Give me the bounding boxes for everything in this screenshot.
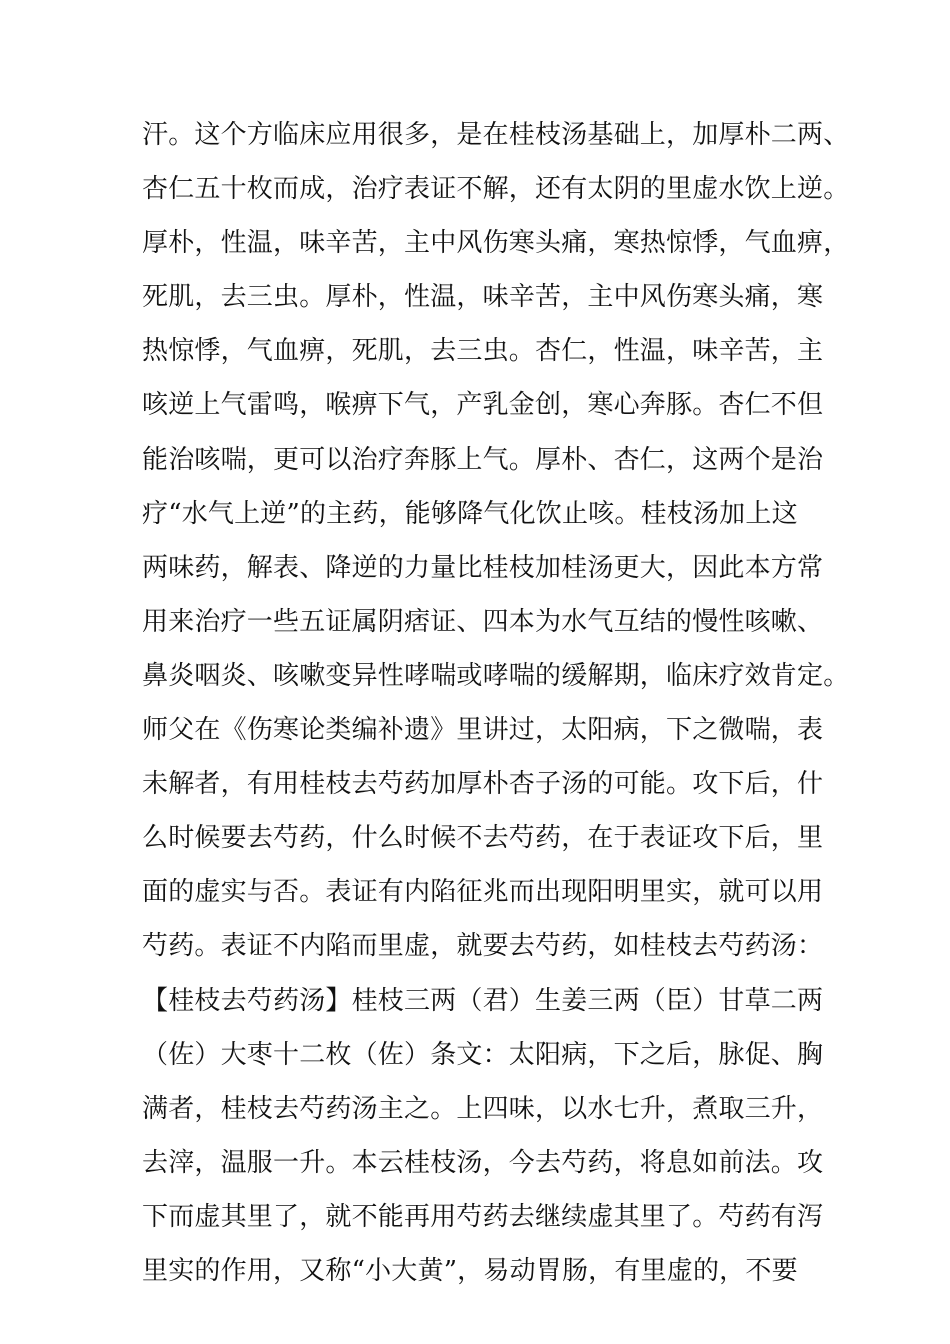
text-line: 咳逆上气雷鸣，喉痹下气，产乳金创，寒心奔豚。杏仁不但: [142, 390, 824, 421]
text-line: 师父在《伤寒论类编补遗》里讲过，太阳病，下之微喘，表: [142, 715, 824, 746]
text-line: 【桂枝去芍药汤】桂枝三两（君）生姜三两（臣）甘草二两: [142, 985, 824, 1016]
text-line: 疗“水气上逆”的主药，能够降气化饮止咳。桂枝汤加上这: [142, 498, 798, 529]
document-body-text: [142, 108, 850, 1298]
text-line: 死肌，去三虫。厚朴，性温，味辛苦，主中风伤寒头痛，寒: [142, 282, 824, 313]
text-line: （佐）大枣十二枚（佐）条文：太阳病，下之后，脉促、胸: [142, 1039, 824, 1070]
text-line: 面的虚实与否。表证有内陷征兆而出现阳明里实，就可以用: [142, 877, 824, 908]
text-line: 芍药。表证不内陷而里虚，就要去芍药，如桂枝去芍药汤：: [142, 931, 824, 962]
text-line: 去滓，温服一升。本云桂枝汤，今去芍药，将息如前法。攻: [142, 1147, 824, 1178]
text-line: 里实的作用，又称“小大黄”，易动胃肠，有里虚的，不要: [142, 1255, 798, 1286]
text-line: 厚朴，性温，味辛苦，主中风伤寒头痛，寒热惊悸，气血痹，: [142, 228, 850, 259]
text-line: 两味药，解表、降逆的力量比桂枝加桂汤更大，因此本方常: [142, 552, 824, 583]
text-line: 下而虚其里了，就不能再用芍药去继续虚其里了。芍药有泻: [142, 1201, 824, 1232]
text-line: 么时候要去芍药，什么时候不去芍药，在于表证攻下后，里: [142, 823, 824, 854]
text-line: 未解者，有用桂枝去芍药加厚朴杏子汤的可能。攻下后，什: [142, 769, 824, 800]
text-line: 杏仁五十枚而成，治疗表证不解，还有太阴的里虚水饮上逆。: [142, 174, 850, 205]
text-line: 用来治疗一些五证属阴痞证、四本为水气互结的慢性咳嗽、: [142, 606, 824, 637]
text-line: 能治咳喘，更可以治疗奔豚上气。厚朴、杏仁，这两个是治: [142, 444, 824, 475]
text-line: 满者，桂枝去芍药汤主之。上四味，以水七升，煮取三升，: [142, 1093, 824, 1124]
text-line: 汗。这个方临床应用很多，是在桂枝汤基础上，加厚朴二两、: [142, 120, 850, 150]
text-line: 鼻炎咽炎、咳嗽变异性哮喘或哮喘的缓解期，临床疗效肯定。: [142, 660, 850, 691]
text-line: 热惊悸，气血痹，死肌，去三虫。杏仁，性温，味辛苦，主: [142, 336, 824, 367]
